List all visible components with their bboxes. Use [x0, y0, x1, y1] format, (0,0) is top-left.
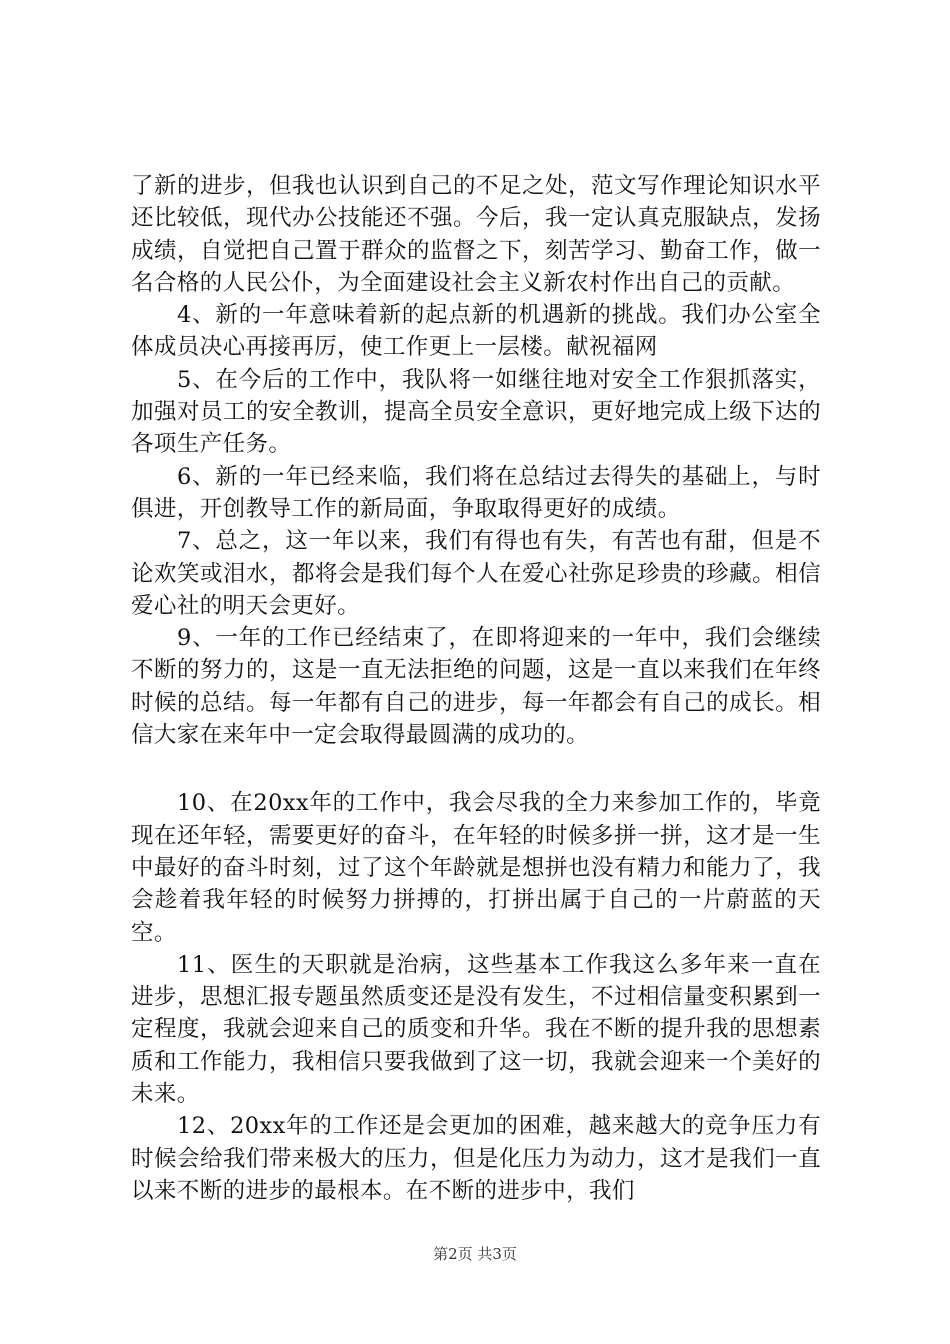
- paragraph-5: 5、在今后的工作中，我队将一如继往地对安全工作狠抓落实，加强对员工的安全教训，提高全员安全意识，更好地完成上级下达的各项生产任务。: [131, 366, 821, 458]
- document-body: [131, 170, 821, 1207]
- paragraph-6: 6、新的一年已经来临，我们将在总结过去得失的基础上，与时俱进，开创教导工作的新局面，争取取得更好的成绩。: [131, 463, 821, 522]
- paragraph-11: 11、医生的天职就是治病，这些基本工作我这么多年来一直在进步，思想汇报专题虽然质变还是没有发生，不过相信量变积累到一定程度，我就会迎来自己的质变和升华。我在不断的提升我的思想素质和工作能力，我相信只要我做到了这一切，我就会迎来一个美好的未来。: [131, 951, 821, 1108]
- paragraph-12: 12、20xx年的工作还是会更加的困难，越来越大的竞争压力有时候会给我们带来极大的压力，但是化压力为动力，这才是我们一直以来不断的进步的最根本。在不断的进步中，我们: [131, 1113, 821, 1204]
- paragraph-9: 9、一年的工作已经结束了，在即将迎来的一年中，我们会继续不断的努力的，这是一直无法拒绝的问题，这是一直以来我们在年终时候的总结。每一年都有自己的进步，每一年都会有自己的成长。相信大家在来年中一定会取得最圆满的成功的。: [131, 625, 821, 749]
- paragraph-1: 了新的进步，但我也认识到自己的不足之处，范文写作理论知识水平还比较低，现代办公技能还不强。今后，我一定认真克服缺点，发扬成绩，自觉把自己置于群众的监督之下，刻苦学习、勤奋工作，做一名合格的人民公仆，为全面建设社会主义新农村作出自己的贡献。: [131, 173, 821, 296]
- page-number-footer: 第2页 共3页: [433, 1245, 517, 1263]
- paragraph-7: 7、总之，这一年以来，我们有得也有失，有苦也有甜，但是不论欢笑或泪水，都将会是我们每个人在爱心社弥足珍贵的珍藏。相信爱心社的明天会更好。: [131, 528, 821, 619]
- paragraph-4: 4、新的一年意味着新的起点新的机遇新的挑战。我们办公室全体成员决心再接再厉，使工作更上一层楼。献祝福网: [131, 302, 821, 361]
- paragraph-10: 10、在20xx年的工作中，我会尽我的全力来参加工作的，毕竟现在还年轻，需要更好的奋斗，在年轻的时候多拼一拼，这才是一生中最好的奋斗时刻，过了这个年龄就是想拼也没有精力和能力了，我会趁着我年轻的时候努力拼搏的，打拼出属于自己的一片蔚蓝的天空。: [131, 790, 821, 946]
